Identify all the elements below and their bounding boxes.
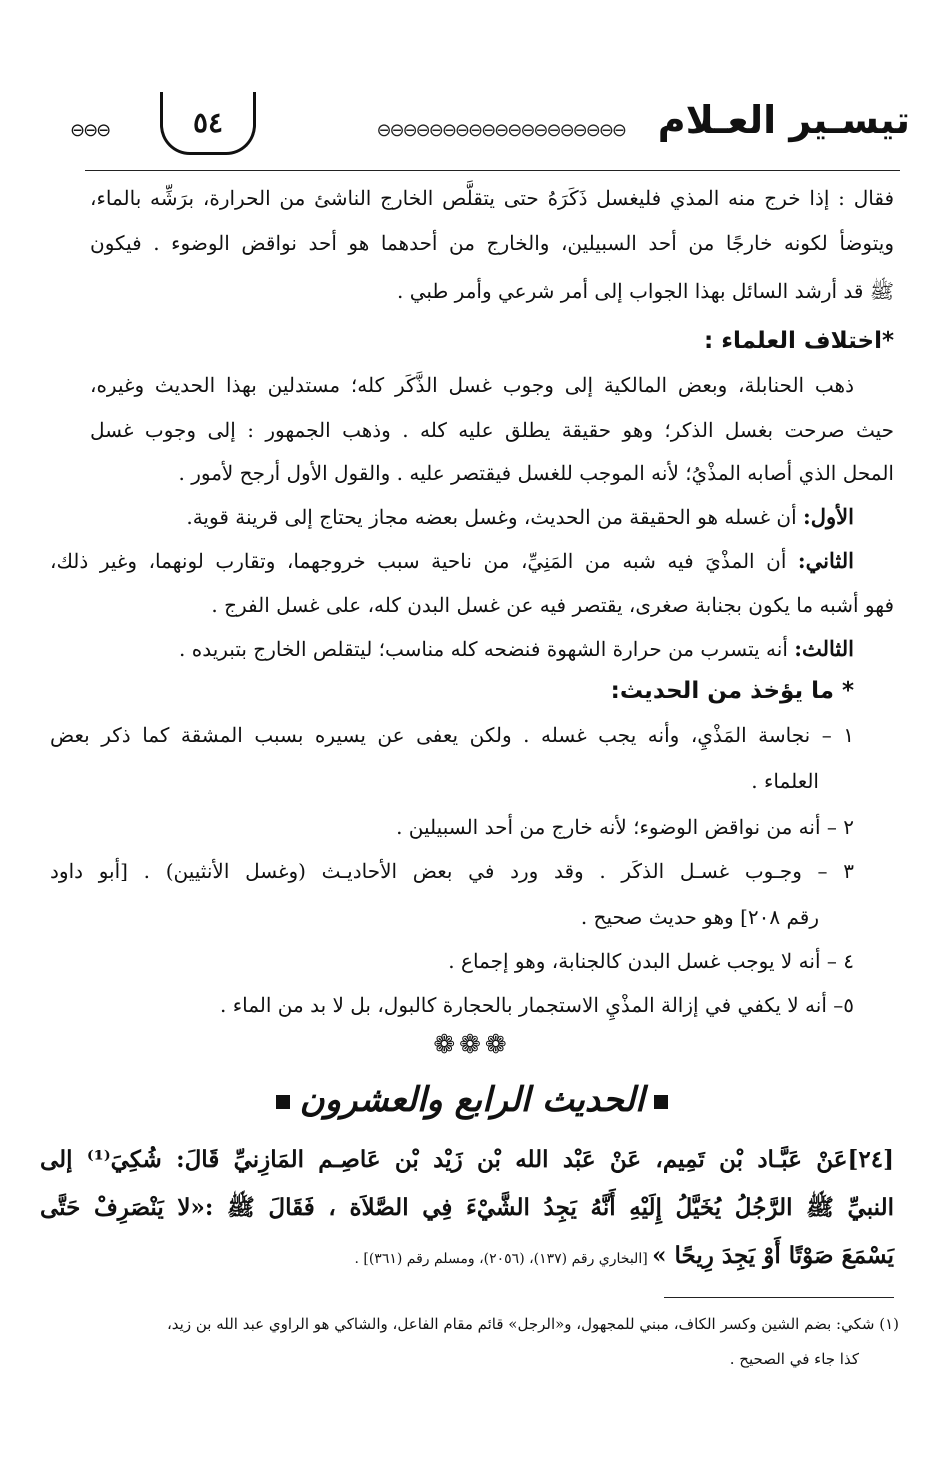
page-number-text: ٥٤ — [192, 105, 224, 139]
footnote-line-1: (١) شكي: بضم الشين وكسر الكاف، مبني للمجهول، و«الرجل» قائم مقام الفاعل، والشاكي هو الراوي عبد الله بن زيد، — [166, 1315, 899, 1333]
reason-first-text: أن غسله هو الحقيقة من الحديث، وغسل بعضه مجاز يحتاج إلى قرينة قوية. — [186, 505, 804, 529]
chain-ornament: ⊖⊖⊖⊖⊖⊖⊖⊖⊖⊖⊖⊖⊖⊖⊖⊖⊖⊖⊖ — [376, 120, 625, 141]
square-bullet-icon — [654, 1095, 668, 1109]
benefit-3: ٣ – وجـوب غسـل الذكَر . وقد ورد في بعض الأحاديـث (وغسل الأنثيين) . [أبو داود — [50, 859, 854, 883]
hadith-line-1: [٢٤]عَنْ عَبَّـاد بْن تَمِيم، عَنْ عَبْد الله بْن زَيْد بْن عَاصِـم المَازِنيِّ قَالَ: شُكِيَ⁽¹⁾ إلى — [40, 1146, 894, 1173]
hadith-title-text: الحديث الرابع والعشرون — [299, 1080, 645, 1120]
section-heading-ikhtilaf: *اختلاف العلماء : — [704, 328, 894, 354]
footnote-rule — [664, 1297, 894, 1298]
hadith-line-2: النبيِّ ﷺ الرَّجُلُ يُخَيَّلُ إِلَيْهِ أَنَّهُ يَجِدُ الشَّيْءَ فِي الصَّلاَة ، فَقَالَ ﷺ :«لا يَنْصَرِفْ حَتَّى — [40, 1194, 894, 1221]
reason-first — [90, 502, 854, 532]
reason-third-lead: الثالث: — [794, 636, 854, 661]
benefit-1: ١ – نجاسة المَذْيِ، وأنه يجب غسله . ولكن يعفى عن يسيره بسبب المشقة كما ذكر بعض — [50, 723, 854, 747]
chain-ornament-small: ⊖⊖⊖ — [70, 120, 110, 141]
hadith-title — [0, 1080, 944, 1120]
reason-first-lead: الأول: — [803, 504, 854, 529]
hadith-line-3 — [354, 1236, 894, 1279]
benefit-4: ٤ – أنه لا يوجب غسل البدن كالجنابة، وهو إجماع . — [448, 949, 854, 973]
benefit-2: ٢ – أنه من نواقض الوضوء؛ لأنه خارج من أحد السبيلين . — [396, 815, 854, 839]
book-title: تيسـير العـلام — [657, 98, 910, 142]
benefit-3-cont: رقم ٢٠٨] وهو حديث صحيح . — [580, 905, 819, 929]
ikhtilaf-line-2: حيث صرحت بغسل الذكر؛ وهو حقيقة يطلق عليه كله . وذهب الجمهور : إلى وجوب غسل — [90, 418, 894, 442]
intro-line-3: ﷺ قد أرشد السائل بهذا الجواب إلى أمر شرعي وأمر طبي . — [396, 279, 894, 303]
benefit-1-cont: العلماء . — [751, 769, 819, 793]
reason-second — [50, 546, 854, 576]
reason-third-text: أنه يتسرب من حرارة الشهوة فنضحه كله مناسب؛ ليتقلص الخارج بتبريده . — [179, 637, 795, 661]
separator-flowers: ❁❁❁ — [433, 1030, 511, 1060]
section-heading-benefits: * ما يؤخذ من الحديث: — [610, 678, 854, 704]
reason-third — [90, 634, 854, 664]
reason-second-lead: الثاني: — [797, 548, 854, 573]
page-number — [160, 92, 256, 155]
hadith-line-3-text: يَسْمَعَ صَوْتًا أَوْ يَجِدَ رِيحًا » — [652, 1242, 894, 1269]
footnote-line-2: كذا جاء في الصحيح . — [729, 1350, 859, 1368]
hadith-reference: [البخاري رقم (١٣٧)، (٢٠٥٦)، ومسلم رقم (٣٦١)] . — [354, 1251, 653, 1267]
benefit-5: ٥– أنه لا يكفي في إزالة المذْيِ الاستجمار بالحجارة كالبول، بل لا بد من الماء . — [220, 993, 854, 1017]
reason-second-text: أن المذْيَ فيه شبه من المَنِيِّ، من ناحية سبب خروجهما، وتقارب لونهما، وغير ذلك، — [50, 549, 798, 573]
intro-line-1: فقال : إذا خرج منه المذي فليغسل ذَكَرَهُ حتى يتقلَّص الخارج الناشئ من الحرارة، برَشِّه بالماء، — [90, 186, 895, 210]
ikhtilaf-line-3: المحل الذي أصابه المذْيُ؛ لأنه الموجب للغسل فيقتصر عليه . والقول الأول أرجح لأمور . — [178, 461, 894, 485]
ikhtilaf-line-1: ذهب الحنابلة، وبعض المالكية إلى وجوب غسل الذَّكَر كله؛ مستدلين بهذا الحديث وغيره، — [90, 373, 854, 397]
header-rule — [85, 170, 900, 171]
square-bullet-icon — [276, 1095, 290, 1109]
page-header — [60, 90, 910, 170]
intro-line-2: ويتوضأ لكونه خارجًا من أحد السبيلين، والخارج من أحدهما هو أحد نواقض الوضوء . فيكون — [90, 231, 894, 255]
reason-second-cont: فهو أشبه ما يكون بجنابة صغرى، يقتصر فيه عن غسل البدن كله، على غسل الفرج . — [211, 593, 894, 617]
